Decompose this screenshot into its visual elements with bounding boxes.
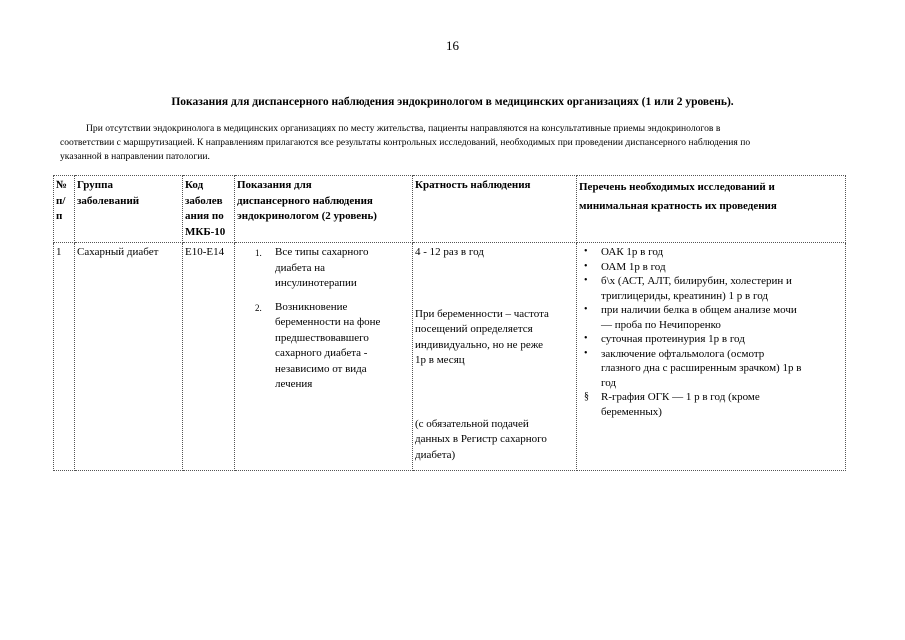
bullet-icon: § [584, 391, 589, 402]
item-line: предшествовавшего [275, 331, 369, 344]
item-line: Все типы сахарного [275, 246, 369, 258]
intro-line: соответствии с маршрутизацией. К направлениям прилагаются все результаты контрольных исследований, необходимых при проведении диспансерного наблюдения по [60, 137, 751, 148]
bullet-icon: • [584, 275, 588, 286]
item-line: беременности на фоне [275, 316, 381, 328]
page-number: 16 [446, 38, 459, 53]
header-num [54, 176, 75, 243]
item-line: R-графия ОГК — 1 р в год (кроме [601, 391, 760, 403]
frequency-line: данных в Регистр сахарного [415, 433, 547, 445]
header-line: № [56, 179, 68, 191]
list-item [584, 303, 843, 332]
item-line: триглицериды, креатинин) 1 р в год [601, 289, 768, 302]
header-line: Показания для [237, 179, 312, 191]
cell-num: 1 [54, 243, 75, 471]
cell-indications [235, 243, 413, 471]
header-code [183, 176, 235, 243]
item-line: при наличии белка в общем анализе мочи [601, 304, 797, 316]
item-line: беременных) [601, 405, 662, 418]
item-line: — проба по Нечипоренко [601, 318, 721, 331]
item-line: б\х (АСТ, АЛТ, билирубин, холестерин и [601, 275, 792, 287]
item-line: заключение офтальмолога (осмотр [601, 347, 765, 360]
item-line: Возникновение [275, 300, 348, 313]
header-exams [577, 176, 846, 243]
list-item [584, 390, 843, 419]
header-line: ания по [185, 210, 224, 222]
list-item [255, 245, 410, 292]
bullet-icon: • [584, 333, 588, 344]
frequency-line: индивидуально, но не реже [415, 338, 544, 351]
cell-frequency [413, 243, 577, 471]
item-line: ОАК 1р в год [601, 246, 664, 258]
list-item [584, 347, 843, 391]
cell-exams [577, 243, 846, 471]
header-line: заболев [185, 194, 223, 207]
bullet-icon: • [584, 304, 588, 315]
frequency-main: 4 - 12 раз в год [415, 246, 484, 258]
header-line: эндокринологом (2 уровень) [237, 210, 377, 222]
bullet-icon: • [584, 347, 588, 359]
header-frequency [413, 176, 577, 243]
table-row [54, 243, 846, 471]
header-line: диспансерного наблюдения [237, 194, 373, 207]
header-line: заболеваний [77, 194, 140, 207]
frequency-line: (с обязательной подачей [415, 417, 529, 430]
header-group [75, 176, 183, 243]
list-item [584, 332, 843, 347]
frequency-line: 1р в месяц [415, 354, 465, 366]
list-item [255, 300, 410, 393]
table-header-row [54, 176, 846, 243]
header-line: Кратность наблюдения [415, 179, 531, 191]
bullet-icon: • [584, 260, 588, 272]
header-line: Группа [77, 179, 113, 191]
exams-list [579, 245, 843, 419]
header-line: Код [185, 179, 204, 191]
frequency-line: диабета) [415, 448, 456, 461]
header-line: п/ [56, 194, 66, 207]
bullet-icon: • [584, 246, 588, 257]
header-line: МКБ-10 [185, 225, 226, 238]
intro-line: При отсутствии эндокринолога в медицинских организациях по месту жительства, пациенты направляются на консультативные приемы эндокринологов в [86, 123, 721, 134]
header-indications [235, 176, 413, 243]
indications-table [53, 175, 846, 471]
intro-line: указанной в направлении патологии. [60, 151, 210, 162]
frequency-pregnancy [415, 307, 574, 369]
item-number: 2. [255, 302, 262, 313]
item-line: диабета на [275, 261, 326, 274]
item-number: 1. [255, 248, 262, 258]
header-line: минимальная кратность их проведения [579, 200, 777, 212]
item-line: суточная протеинурия 1р в год [601, 333, 745, 345]
frequency-line: посещений определяется [415, 323, 533, 335]
list-item [584, 245, 843, 260]
header-line: п [56, 210, 63, 222]
item-line: инсулинотерапии [275, 277, 357, 289]
cell-group: Сахарный диабет [75, 243, 183, 471]
intro-paragraph [60, 122, 846, 164]
item-line: лечения [275, 378, 313, 390]
item-line: сахарного диабета - [275, 347, 368, 359]
header-line: Перечень необходимых исследований и [579, 181, 775, 193]
item-line: глазного дна с расширенным зрачком) 1р в [601, 362, 802, 374]
item-line: год [601, 376, 617, 389]
indications-list [237, 245, 410, 393]
cell-code: Е10-Е14 [183, 243, 235, 471]
item-line: независимо от вида [275, 362, 367, 375]
item-line: ОАМ 1р в год [601, 260, 666, 273]
list-item [584, 274, 843, 303]
document-title: Показания для диспансерного наблюдения эндокринологом в медицинских организациях (1 или 2 уровень). [171, 96, 734, 108]
frequency-line: При беременности – частота [415, 307, 549, 320]
list-item [584, 260, 843, 275]
frequency-note [415, 417, 574, 464]
